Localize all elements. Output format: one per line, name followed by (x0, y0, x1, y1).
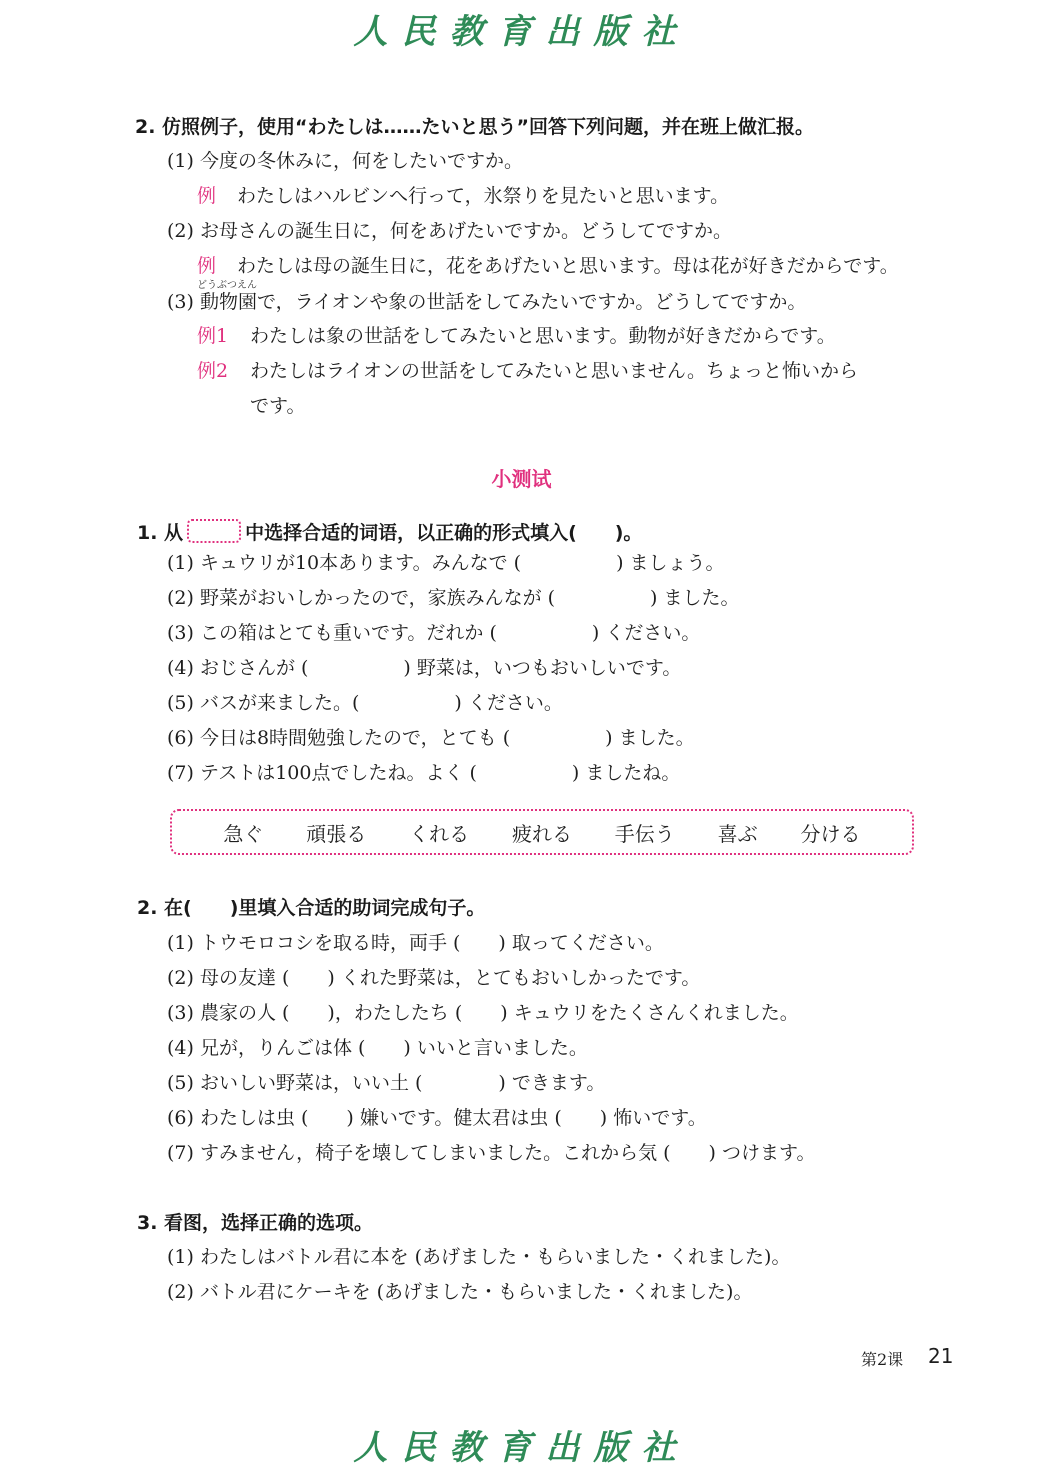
question-1: (1) 今度の冬休みに，何をしたいですか。 (167, 150, 523, 172)
example-label: 例 (197, 185, 217, 207)
word-choice: 手伝う (614, 821, 675, 846)
question-2: (2) お母さんの誕生日に，何をあげたいですか。どうしてですか。 (167, 220, 732, 242)
quiz-2-heading: 2. 在( )里填入合适的助词完成句子。 (137, 897, 486, 919)
word-choice: 喜ぶ (717, 821, 758, 846)
quiz-3-item: (1) わたしはバトル君に本を (あげました・もらいました・くれました)。 (167, 1246, 791, 1268)
quiz-2-item: (5) おいしい野菜は，いい土 ( ) できます。 (167, 1072, 606, 1094)
example-label: 例1 (197, 325, 229, 347)
quiz-2-item: (1) トウモロコシを取る時，両手 ( ) 取ってください。 (167, 932, 664, 954)
quiz-3-item: (2) バトル君にケーキを (あげました・もらいました・くれました)。 (167, 1281, 753, 1303)
page-number: 21 (928, 1344, 954, 1368)
quiz-2-item: (3) 農家の人 ( )，わたしたち ( ) キュウリをたくさんくれました。 (167, 1002, 799, 1024)
example-2-text: わたしは母の誕生日に，花をあげたいと思います。母は花が好きだからです。 (237, 255, 899, 277)
example-3-2-text-cont: です。 (250, 395, 306, 417)
example-3-1-text: わたしは象の世話をしてみたいと思います。動物が好きだからです。 (250, 325, 836, 347)
word-choice: 急ぐ (223, 821, 264, 846)
publisher-logo-footer: 人民教育出版社 (353, 1428, 690, 1468)
quiz-1-item: (6) 今日は8時間勉強したので，とても ( ) ました。 (167, 727, 695, 749)
practice-heading: 2. 仿照例子，使用“わたしは……たいと思う”回答下列问题，并在班上做汇报。 (135, 116, 815, 138)
quiz-1-item: (1) キュウリが10本あります。みんなで ( ) ましょう。 (167, 552, 725, 574)
example-3-2-text: わたしはライオンの世話をしてみたいと思いません。ちょっと怖いから (250, 360, 859, 382)
quiz-1-heading-prefix: 1. 从 (137, 522, 184, 544)
quiz-1-heading-suffix: 中选择合适的词语，以正确的形式填入( )。 (245, 522, 643, 544)
quiz-2-item: (7) すみません，椅子を壊してしまいました。これから気 ( ) つけます。 (167, 1142, 816, 1164)
quiz-1-heading (137, 518, 642, 545)
word-choice: 分ける (800, 821, 861, 846)
word-box-reference (187, 519, 241, 543)
quiz-title: 小测试 (491, 467, 552, 491)
word-choice: 疲れる (511, 821, 572, 846)
quiz-3-heading: 3. 看图，选择正确的选项。 (137, 1212, 374, 1234)
quiz-2-item: (6) わたしは虫 ( ) 嫌いです。健太君は虫 ( ) 怖いです。 (167, 1107, 707, 1129)
quiz-1-item: (2) 野菜がおいしかったので，家族みんなが ( ) ました。 (167, 587, 740, 609)
word-choice: くれる (409, 821, 470, 846)
quiz-2-item: (4) 兄が，りんごは体 ( ) いいと言いました。 (167, 1037, 588, 1059)
publisher-logo-header: 人民教育出版社 (353, 12, 690, 52)
quiz-2-item: (2) 母の友達 ( ) くれた野菜は，とてもおいしかったです。 (167, 967, 701, 989)
question-3: (3) 動物園で，ライオンや象の世話をしてみたいですか。どうしてですか。 (167, 291, 807, 313)
word-choice: 頑張る (306, 821, 367, 846)
lesson-label: 第2课 (861, 1350, 904, 1369)
quiz-1-item: (3) この箱はとても重いです。だれか ( ) ください。 (167, 622, 701, 644)
quiz-1-item: (5) バスが来ました。( ) ください。 (167, 692, 563, 714)
example-label: 例 (197, 255, 217, 277)
example-label: 例2 (197, 360, 229, 382)
example-1-text: わたしはハルビンへ行って，氷祭りを見たいと思います。 (237, 185, 730, 207)
word-choice-box (170, 809, 914, 855)
quiz-1-item: (4) おじさんが ( ) 野菜は，いつもおいしいです。 (167, 657, 682, 679)
quiz-1-item: (7) テストは100点でしたね。よく ( ) ましたね。 (167, 762, 681, 784)
furigana-doubutsuen: どうぶつえん (197, 280, 257, 291)
